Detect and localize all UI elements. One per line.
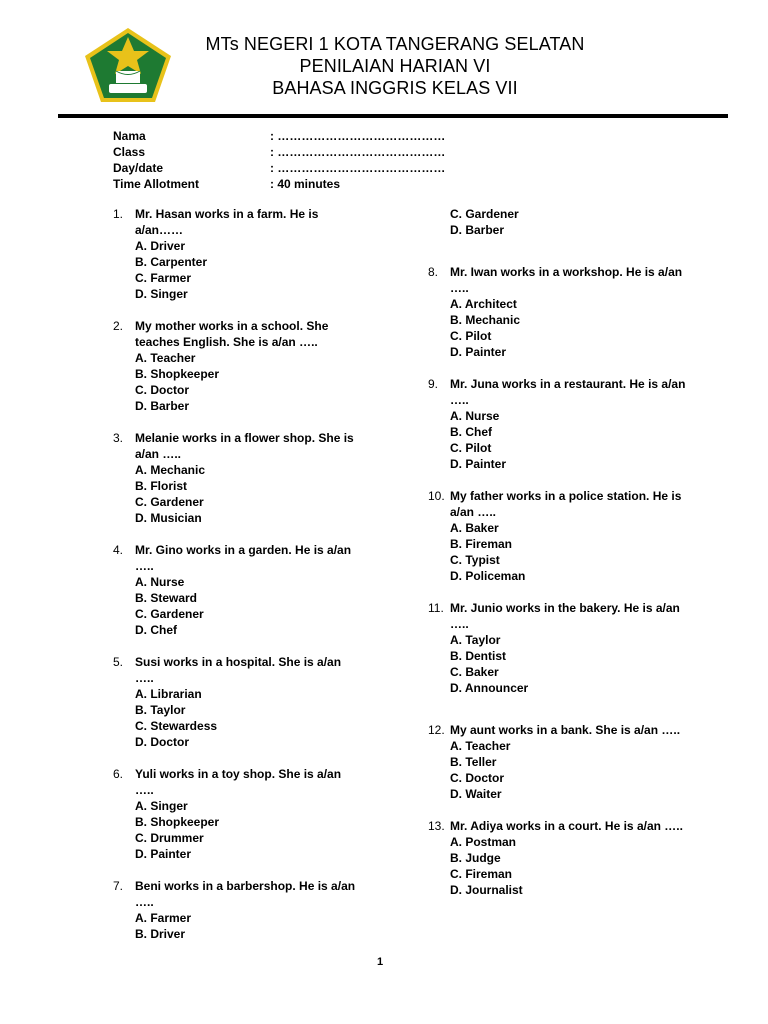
answer-option: B. Dentist [450, 649, 507, 663]
answer-option: D. Barber [135, 399, 190, 413]
info-value: : …………………………………… [270, 129, 446, 143]
question-text: Mr. Adiya works in a court. He is a/an ….. [450, 819, 683, 833]
question-text: Melanie works in a flower shop. She is a/an ….. [135, 431, 354, 461]
answer-option: A. Nurse [450, 409, 500, 423]
answer-option: A. Mechanic [135, 463, 206, 477]
answer-option: A. Farmer [135, 911, 192, 925]
question-number: 12. [428, 723, 445, 737]
question-number: 4. [113, 543, 124, 557]
answer-option: C. Pilot [450, 441, 492, 455]
answer-option: A. Postman [450, 835, 517, 849]
info-value: : 40 minutes [270, 177, 341, 191]
questions-column-right [428, 206, 688, 914]
answer-option: C. Doctor [450, 771, 504, 785]
question-4 [113, 542, 363, 638]
answer-option: A. Singer [135, 799, 188, 813]
answer-option: D. Painter [450, 345, 507, 359]
question-7 [113, 878, 363, 942]
question-number: 13. [428, 819, 445, 833]
question-number: 7. [113, 879, 124, 893]
answer-option: B. Fireman [450, 537, 513, 551]
question-11 [428, 600, 688, 696]
answer-option: C. Doctor [135, 383, 189, 397]
answer-option: D. Announcer [450, 681, 529, 695]
answer-option: C. Pilot [450, 329, 492, 343]
answer-option: B. Teller [450, 755, 497, 769]
question-number: 3. [113, 431, 124, 445]
question-text: My mother works in a school. She teaches English. She is a/an ….. [135, 319, 329, 349]
answer-option: D. Chef [135, 623, 177, 637]
question-number: 10. [428, 489, 445, 503]
question-number: 5. [113, 655, 124, 669]
answer-option: C. Gardener [450, 207, 519, 221]
question-text: Beni works in a barbershop. He is a/an ….. [135, 879, 356, 909]
question-number: 11. [428, 601, 444, 615]
answer-option: D. Waiter [450, 787, 502, 801]
question-text: Yuli works in a toy shop. She is a/an ….. [135, 767, 342, 797]
question-12 [428, 722, 688, 802]
answer-option: A. Teacher [450, 739, 511, 753]
answer-option: A. Driver [135, 239, 186, 253]
answer-option: B. Mechanic [450, 313, 521, 327]
answer-option: A. Baker [450, 521, 499, 535]
answer-option: D. Doctor [135, 735, 189, 749]
answer-option: B. Judge [450, 851, 501, 865]
answer-option: C. Farmer [135, 271, 192, 285]
answer-option: D. Painter [450, 457, 507, 471]
question-text: My father works in a police station. He is a/an ….. [450, 489, 682, 519]
answer-option: A. Taylor [450, 633, 501, 647]
answer-option: D. Singer [135, 287, 188, 301]
answer-option: C. Gardener [135, 607, 204, 621]
info-label: Day/date [113, 161, 164, 175]
question-number: 8. [428, 265, 439, 279]
answer-option: B. Shopkeeper [135, 367, 220, 381]
question-5 [113, 654, 363, 750]
question-2 [113, 318, 363, 414]
question-10 [428, 488, 688, 584]
answer-option: C. Fireman [450, 867, 513, 881]
question-13 [428, 818, 688, 898]
subject-title: BAHASA INGGRIS KELAS VII [272, 78, 518, 98]
answer-option: C. Gardener [135, 495, 204, 509]
answer-option: B. Taylor [135, 703, 186, 717]
answer-option: C. Stewardess [135, 719, 218, 733]
question-text: My aunt works in a bank. She is a/an ….. [450, 723, 681, 737]
info-label: Nama [113, 129, 146, 143]
question-7-continued [428, 206, 688, 238]
answer-option: A. Librarian [135, 687, 202, 701]
exam-title: PENILAIAN HARIAN VI [299, 56, 491, 76]
answer-option: D. Painter [135, 847, 192, 861]
info-value: : …………………………………… [270, 145, 446, 159]
answer-option: C. Drummer [135, 831, 204, 845]
answer-option: B. Steward [135, 591, 198, 605]
answer-option: B. Carpenter [135, 255, 208, 269]
answer-option: D. Journalist [450, 883, 523, 897]
question-6 [113, 766, 363, 862]
question-3 [113, 430, 363, 526]
question-8 [428, 264, 688, 360]
question-text: Mr. Gino works in a garden. He is a/an ….. [135, 543, 352, 573]
info-label: Time Allotment [113, 177, 200, 191]
header-divider [58, 114, 728, 118]
question-number: 2. [113, 319, 124, 333]
question-text: Mr. Junio works in the bakery. He is a/an ….. [450, 601, 680, 631]
answer-option: B. Chef [450, 425, 492, 439]
answer-option: B. Shopkeeper [135, 815, 220, 829]
question-text: Mr. Iwan works in a workshop. He is a/an ….. [450, 265, 683, 295]
info-label: Class [113, 145, 146, 159]
exam-header [160, 33, 630, 99]
question-text: Mr. Juna works in a restaurant. He is a/an ….. [450, 377, 686, 407]
school-name: MTs NEGERI 1 KOTA TANGERANG SELATAN [205, 34, 585, 54]
answer-option: A. Nurse [135, 575, 185, 589]
answer-option: D. Barber [450, 223, 505, 237]
question-number: 9. [428, 377, 439, 391]
page-number: 1 [377, 956, 384, 968]
question-text: Susi works in a hospital. She is a/an ….. [135, 655, 342, 685]
answer-option: A. Architect [450, 297, 517, 311]
question-number: 6. [113, 767, 124, 781]
answer-option: B. Driver [135, 927, 186, 941]
answer-option: C. Typist [450, 553, 500, 567]
answer-option: B. Florist [135, 479, 188, 493]
answer-option: A. Teacher [135, 351, 196, 365]
question-number: 1. [113, 207, 124, 221]
question-1 [113, 206, 363, 302]
answer-option: D. Musician [135, 511, 202, 525]
question-text: Mr. Hasan works in a farm. He is a/an…… [135, 207, 319, 237]
answer-option: C. Baker [450, 665, 499, 679]
question-9 [428, 376, 688, 472]
questions-column-left [113, 206, 363, 958]
answer-option: D. Policeman [450, 569, 526, 583]
info-value: : …………………………………… [270, 161, 446, 175]
